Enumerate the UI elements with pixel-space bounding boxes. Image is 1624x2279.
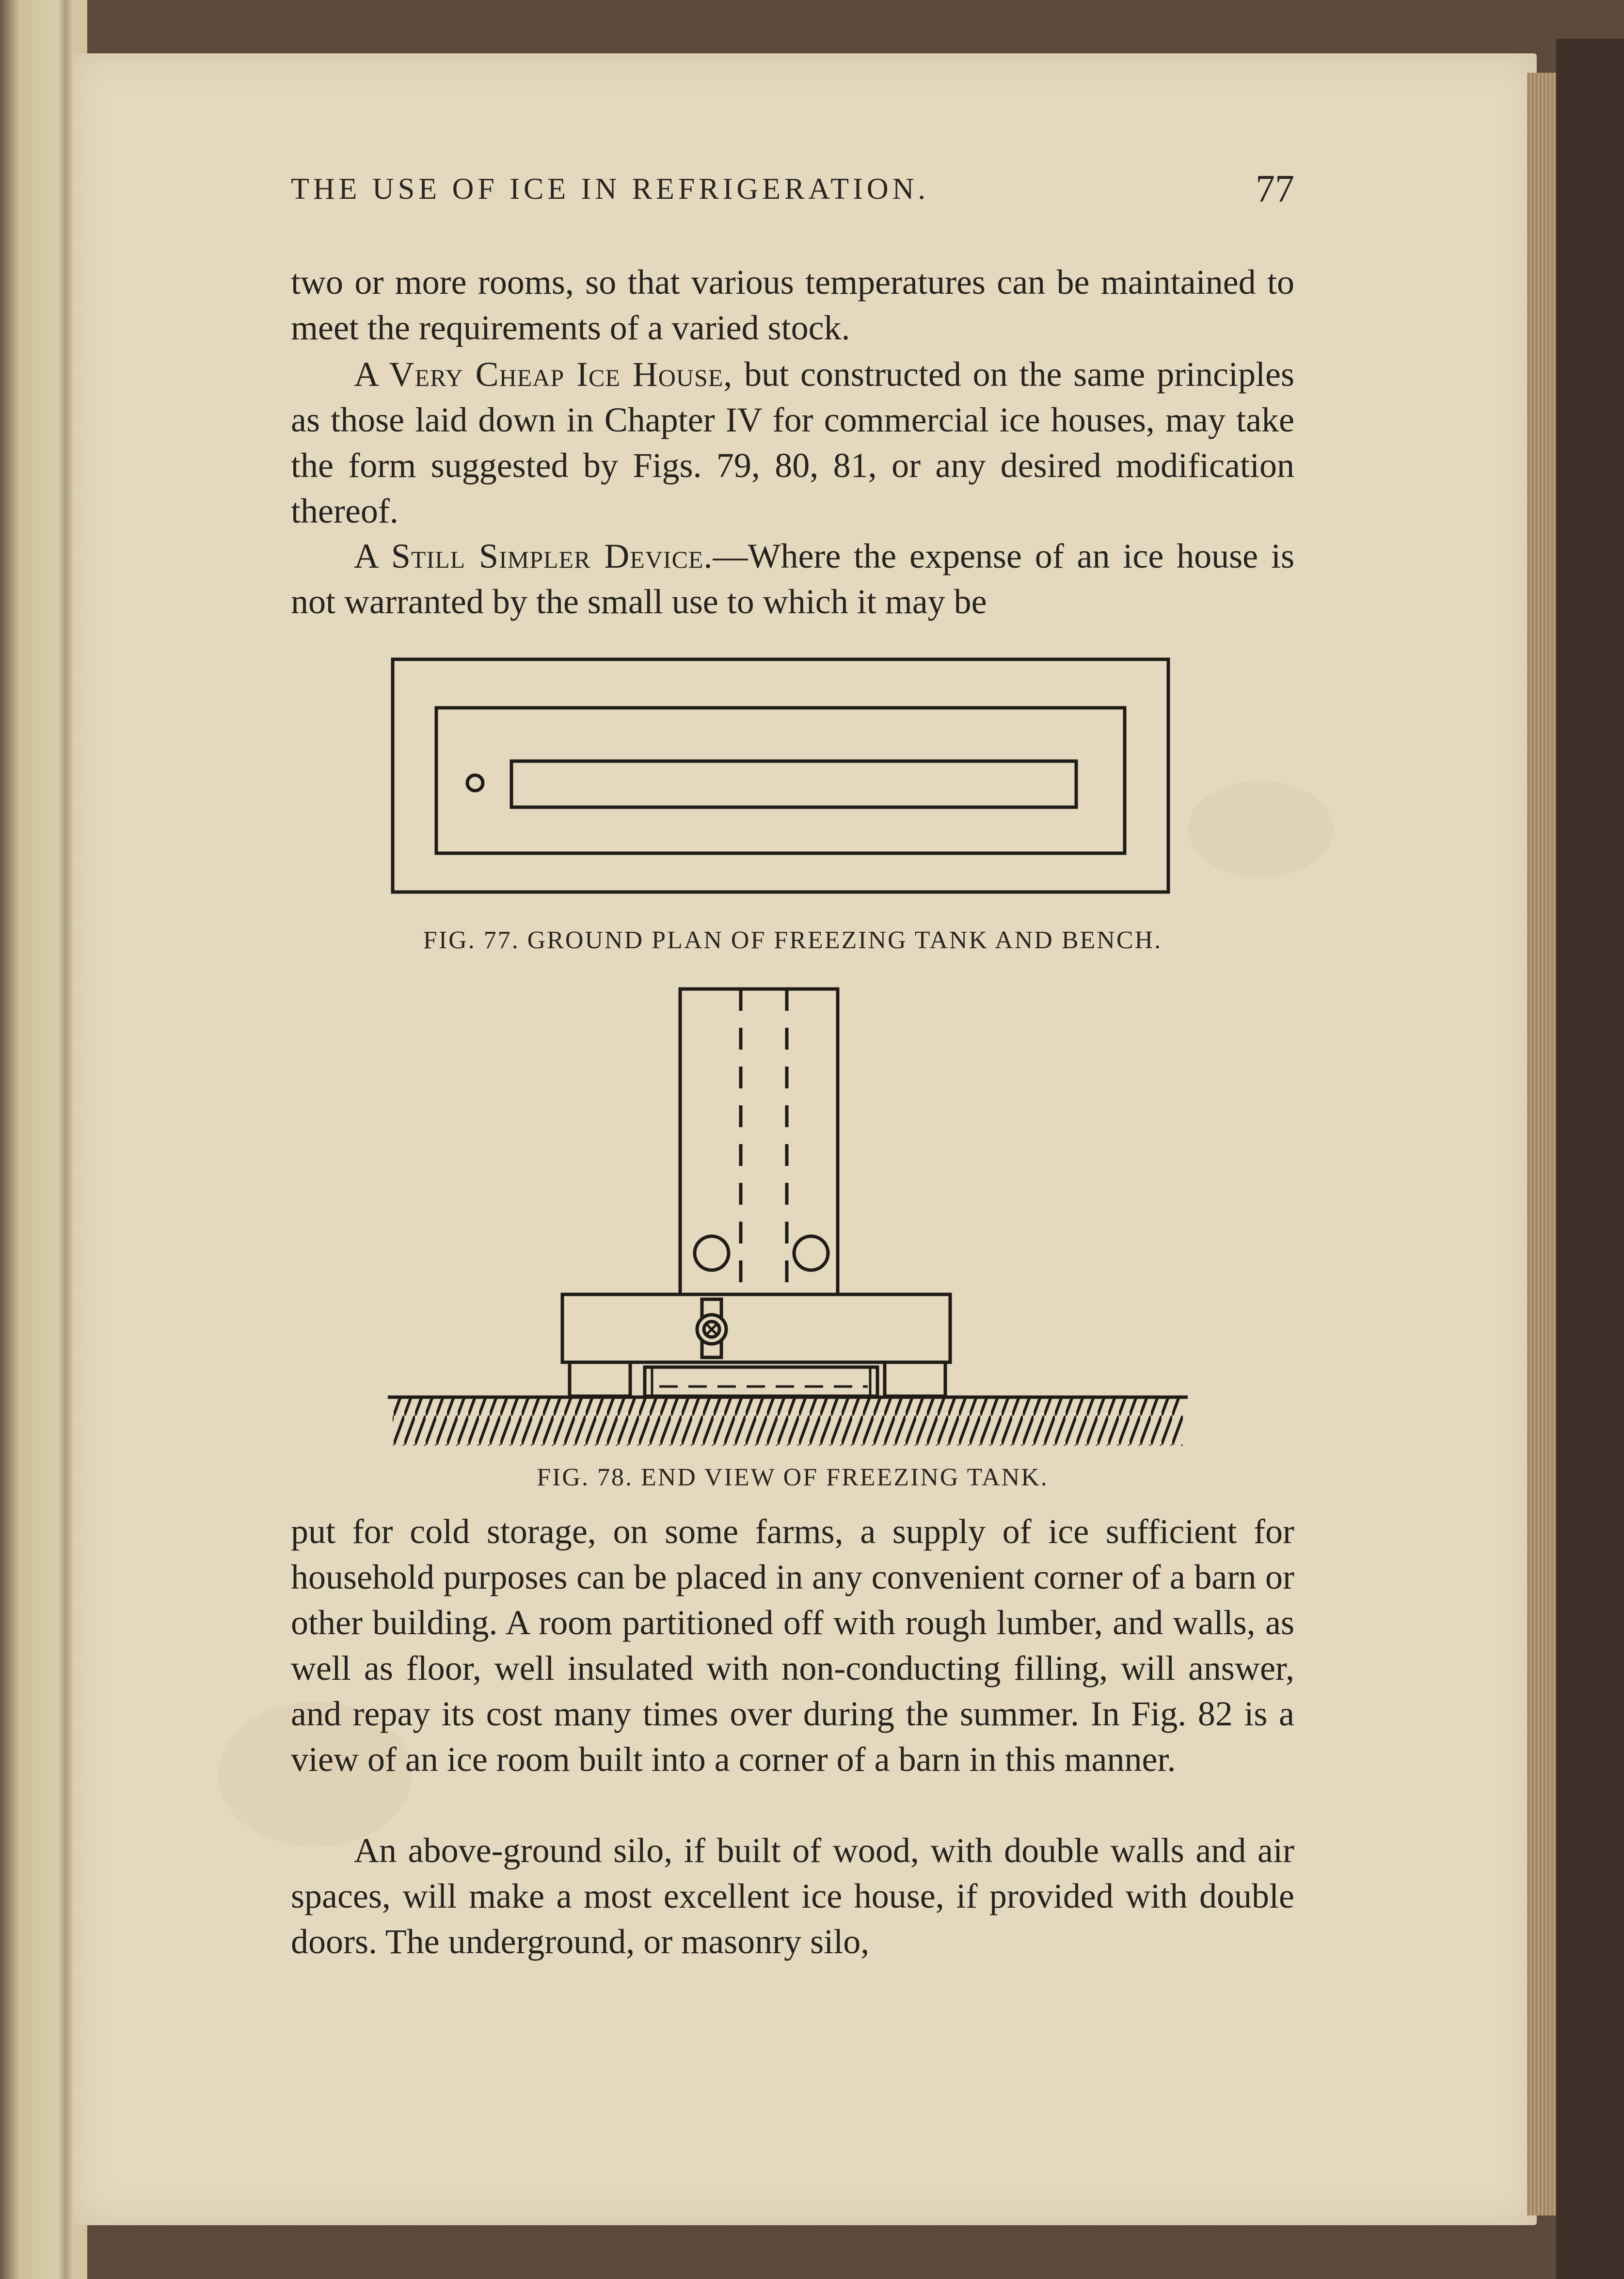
fig-77-ground-plan-drawing: [388, 654, 1183, 907]
paragraph-5-text: An above-ground silo, if built of wood, with double walls and air spaces, will make a most excellent ice house, if provided with double doors. The underground, or masonry silo,: [291, 1831, 1294, 1961]
bench-leg-left: [570, 1362, 630, 1396]
bench-leg-right: [885, 1362, 945, 1396]
fig-78-end-view-drawing: [383, 979, 1197, 1459]
tank-port-right: [794, 1236, 828, 1270]
running-head: THE USE OF ICE IN REFRIGERATION.: [291, 173, 929, 206]
ground-hatching: [393, 1397, 1183, 1446]
paragraph-3-lead: A Still Simpler Device.: [354, 537, 713, 575]
paragraph-2: [291, 351, 1294, 534]
drain-trough: [645, 1367, 877, 1396]
fig-77-caption: FIG. 77. GROUND PLAN OF FREEZING TANK AND BENCH.: [423, 926, 1162, 954]
tank-upright: [680, 989, 838, 1294]
tank-outline: [436, 708, 1125, 853]
book-cover-edge: [1556, 39, 1624, 2279]
fig-78-caption: FIG. 78. END VIEW OF FREEZING TANK.: [537, 1464, 1049, 1491]
paragraph-3-body: —Where the expense of an ice house is not warranted by the small use to which it may be: [291, 537, 1294, 621]
bench: [562, 1294, 950, 1362]
tank-slot: [511, 761, 1076, 807]
drain-hole: [467, 775, 483, 791]
tank-port-left: [695, 1236, 729, 1270]
bench-outline: [393, 659, 1168, 892]
paragraph-1: two or more rooms, so that various temperatures can be maintained to meet the requirements of a varied stock.: [291, 263, 1294, 347]
paragraph-5: [291, 1828, 1294, 1964]
paragraph-3: [291, 533, 1294, 624]
page-stack-edge: [1527, 73, 1556, 2215]
paragraph-2-body: but constructed on the same principles as those laid down in Chapter IV for commercial ice houses, may take the form suggested by Figs. 79, 80, 81, or any desired modification thereof.: [291, 355, 1294, 530]
paragraph-2-lead: A Very Cheap Ice House,: [354, 355, 733, 394]
book-gutter: [58, 0, 73, 2279]
page-number: 77: [1256, 168, 1294, 210]
paragraph-4: put for cold storage, on some farms, a supply of ice sufficient for household purposes can be placed in any convenient corner of a barn or other building. A room partitioned off with rough lumber, and walls, as well as floor, well insulated with non-conducting filling, will answer, and repay its cost many times over during the summer. In Fig. 82 is a view of an ice room built into a corner of a barn in this manner.: [291, 1512, 1294, 1779]
